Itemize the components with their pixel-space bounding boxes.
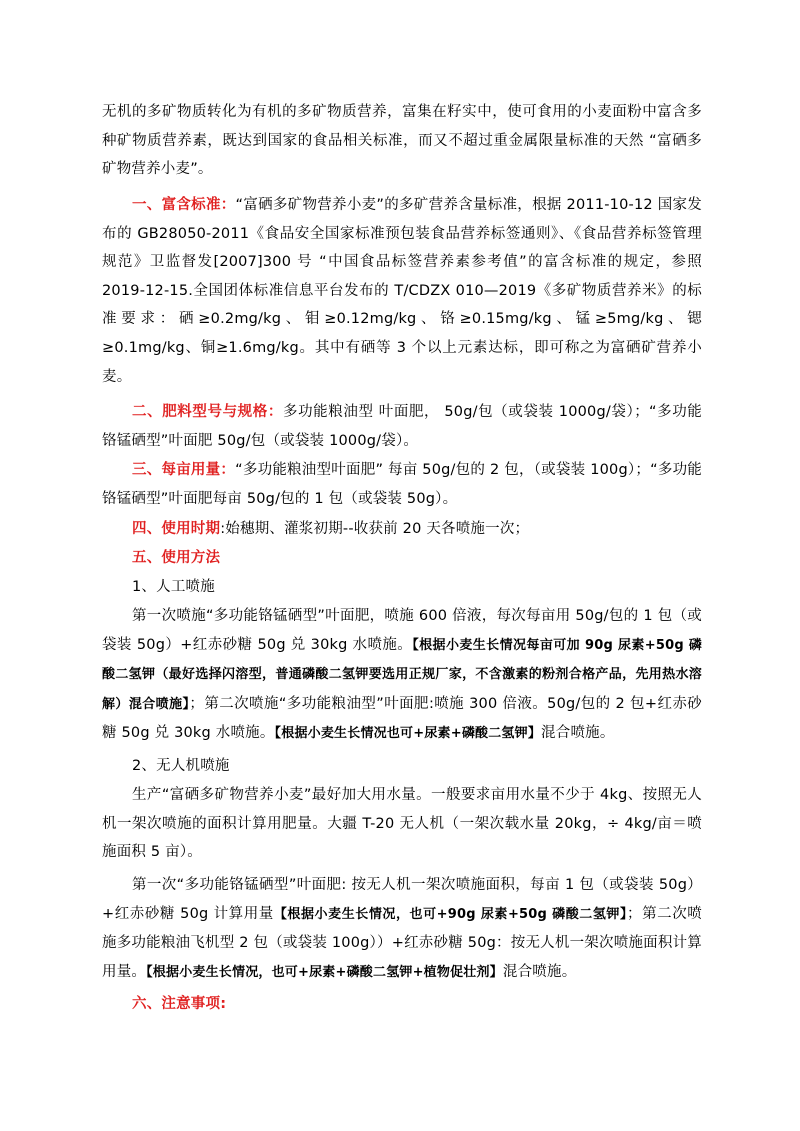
section-1-body: “富硒多矿物营养小麦”的多矿营养含量标准，根据 2011-10-12 国家发布的 GB28050-2011《食品安全国家标准预包装食品营养标签通则》、《食品营养标签管理规范》卫监督发[2007]300 号 “中国食品标签营养素参考值”的富含标准的规定，参照 2019-12-15.全国团体标准信息平台发布的 T/CDZX 010—2019《多矿物质营养米》的标准要求：硒≥0.2mg/kg、钼≥0.12mg/kg、铬≥0.15mg/kg、锰≥5mg/kg、锶≥0.1mg/kg、铜≥1.6mg/kg。其中有硒等 3 个以上元素达标，即可称之为富硒矿营养小麦。 [102,197,702,385]
subsection-2-note-2: 【根据小麦生长情况，也可+尿素+磷酸二氢钾+植物促壮剂】 [146,964,503,980]
section-6-paragraph [102,990,702,1019]
subsection-2-note-1: 【根据小麦生长情况，也可+90g 尿素+50g 磷酸二氢钾】 [273,906,628,922]
section-1-heading: 一、富含标准： [132,197,236,213]
section-5-heading-line [102,544,702,573]
section-4-heading: 四、使用时期 [132,521,221,537]
section-2-heading: 二、肥料型号与规格： [132,404,283,420]
intro-paragraph [102,98,702,184]
subsection-1-note-2: 【根据小麦生长情况也可+尿素+磷酸二氢钾】 [274,726,542,742]
subsection-1-title-line [102,573,702,602]
section-1-paragraph [102,191,702,391]
section-2-paragraph [102,398,702,455]
subsection-2-text-b1: 第一次“多功能铬锰硒型”叶面肥: 按无人机一架次喷施面积，每亩 1 包（或袋装 50g）+红赤砂糖 50g 计算用量 [102,877,702,922]
subsection-2-text-b2: ；第二次喷施多功能粮油飞机型 2 包（或袋装 100g））+红赤砂糖 50g：按无人机一架次喷施面积计算用量。 [102,905,703,980]
subsection-2-title-line [102,752,702,781]
subsection-1-paragraph [102,602,702,749]
subsection-2-paragraph-a [102,781,702,867]
subsection-2-text-a: 生产“富硒多矿物营养小麦”最好加大用水量。一般要求亩用水量不少于 4kg、按照无人机一架次喷施的面积计算用肥量。大疆 T-20 无人机（一架次载水量 20kg，÷ 4kg/亩＝喷施面积 5 亩）。 [102,787,702,861]
subsection-1-text-b: ；第二次喷施“多功能粮油型”叶面肥:喷施 300 倍液。50g/包的 2 包+红赤砂糖 50g 兑 30kg 水喷施。 [102,695,702,742]
section-3-paragraph [102,456,702,513]
subsection-2-text-c: 混合喷施。 [502,963,577,980]
section-5-heading: 五、使用方法 [132,550,221,566]
subsection-2-paragraph-b [102,871,702,987]
section-3-heading: 三、每亩用量： [132,462,236,478]
subsection-1-note-1: 【根据小麦生长情况每亩可加 90g 尿素+50g 磷酸二氢钾（最好选择闪溶型，普通磷酸二氢钾要选用正规厂家，不含激素的粉剂合格产品，先用热水溶解）混合喷施】 [102,637,702,712]
section-3-body: “多功能粮油型叶面肥” 每亩 50g/包的 2 包，（或袋装 100g）；“多功能铬锰硒型”叶面肥每亩 50g/包的 1 包（或袋装 50g）。 [102,462,702,507]
section-6-heading: 六、注意事项: [132,996,227,1012]
section-4-body: :始穗期、灌浆初期--收获前 20 天各喷施一次； [220,521,530,537]
intro-text: 无机的多矿物质转化为有机的多矿物质营养，富集在籽实中，使可食用的小麦面粉中富含多种矿物质营养素，既达到国家的食品相关标准，而又不超过重金属限量标准的天然 “富硒多矿物营养小麦”。 [102,104,702,178]
subsection-1-title: 1、人工喷施 [132,579,215,595]
section-2-body: 多功能粮油型 叶面肥， 50g/包（或袋装 1000g/袋）；“多功能铬锰硒型”叶面肥 50g/包（或袋装 1000g/袋）。 [102,404,702,449]
subsection-1-text-c: 混合喷施。 [541,725,615,742]
subsection-1-text-a: 第一次喷施“多功能铬锰硒型”叶面肥，喷施 600 倍液，每次每亩用 50g/包的 1 包（或袋装 50g）+红赤砂糖 50g 兑 30kg 水喷施。 [102,608,702,653]
subsection-2-title: 2、无人机喷施 [132,758,230,774]
section-4-paragraph [102,515,702,544]
